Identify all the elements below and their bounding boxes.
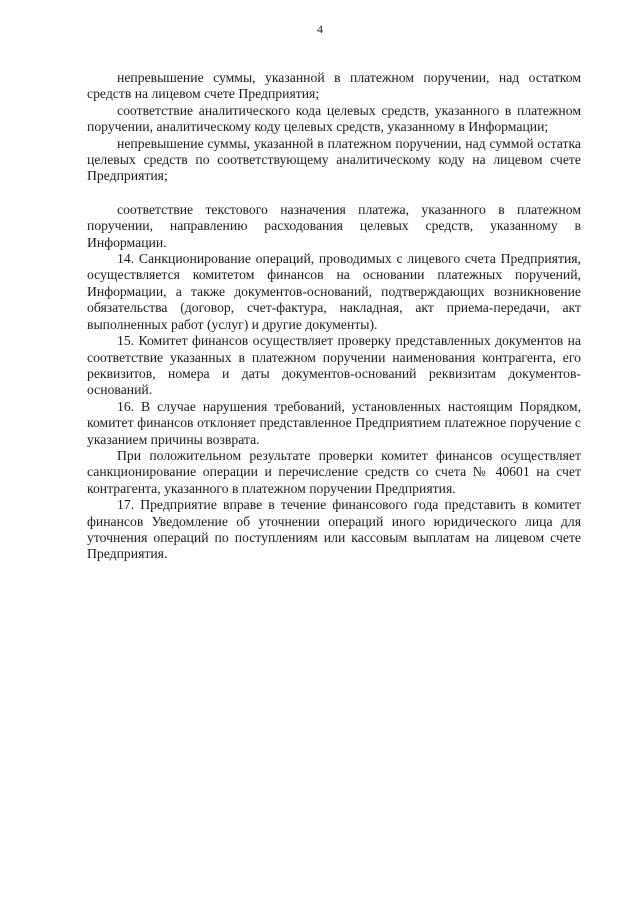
paragraph: При положительном результате проверки комитет финансов осуществляет санкционирование операции и перечисление средств со счета № 40601 на счет контрагента, указанного в платежном поручении Предприятия. <box>87 447 581 496</box>
paragraph: непревышение суммы, указанной в платежном поручении, над остатком средств на лицевом счете Предприятия; <box>87 70 581 102</box>
paragraph-item-15: 15. Комитет финансов осуществляет проверку представленных документов на соответствие указанных в платежном поручении наименования контрагента, его реквизитов, номера и даты документов-оснований реквизитам документов-оснований. <box>87 333 581 398</box>
paragraph: соответствие аналитического кода целевых средств, указанного в платежном поручении, аналитическому коду целевых средств, указанному в Информации; <box>87 102 581 135</box>
paragraph: непревышение суммы, указанной в платежном поручении, над суммой остатка целевых средств по соответствующему аналитическому коду на лицевом счете Предприятия; <box>87 135 581 184</box>
paragraph-gap <box>87 185 581 202</box>
document-body <box>87 70 581 563</box>
page-number: 4 <box>317 22 323 36</box>
paragraph-item-14: 14. Санкционирование операций, проводимых с лицевого счета Предприятия, осуществляется комитетом финансов на основании платежных поручений, Информации, а также документов-оснований, подтверждающих возникновение обязательства (договор, счет-фактура, накладная, акт приема-передачи, акт выполненных работ (услуг) и другие документы). <box>87 251 581 332</box>
paragraph-item-16: 16. В случае нарушения требований, установленных настоящим Порядком, комитет финансов отклоняет представленное Предприятием платежное поручение с указанием причины возврата. <box>87 398 581 447</box>
paragraph-item-17: 17. Предприятие вправе в течение финансового года представить в комитет финансов Уведомление об уточнении операций иного юридического лица для уточнения операций по поступлениям или кассовым выплатам на лицевом счете Предприятия. <box>87 497 581 562</box>
paragraph: соответствие текстового назначения платежа, указанного в платежном поручении, направлению расходования целевых средств, указанному в Информации. <box>87 201 581 250</box>
